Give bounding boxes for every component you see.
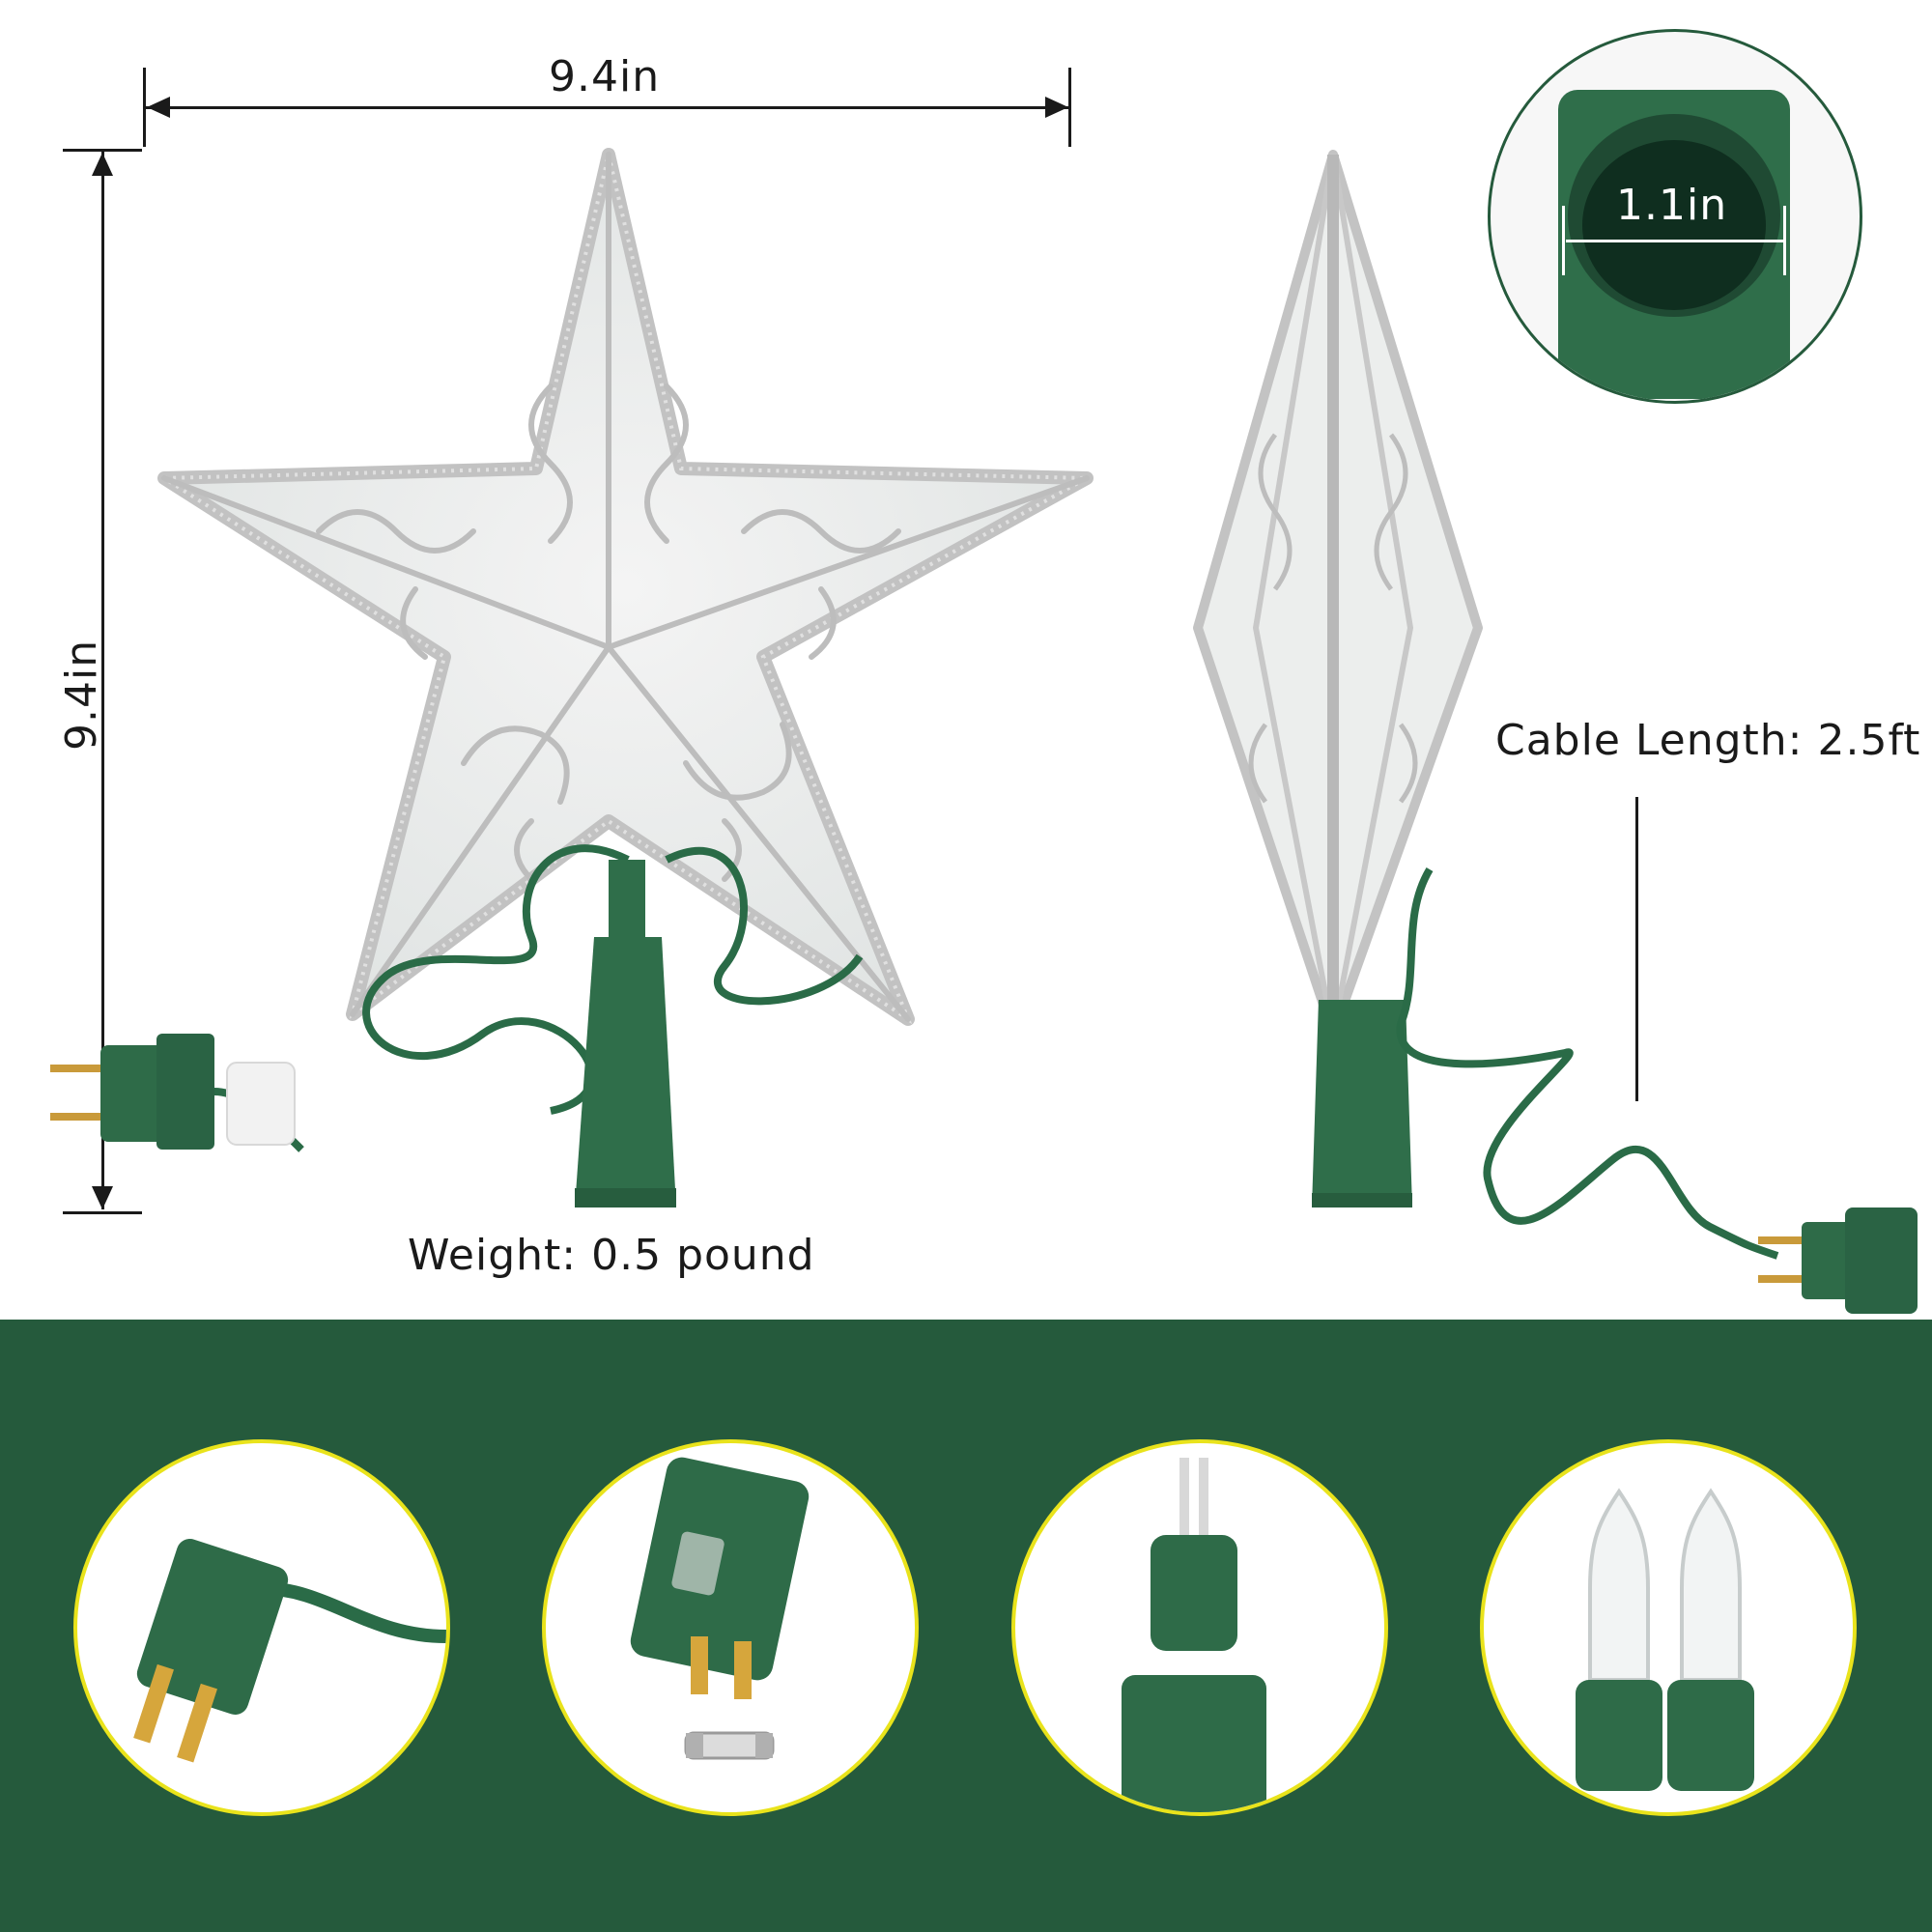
spare-bulbs-detail-circle	[1480, 1439, 1857, 1816]
cable-length-label: Cable Length: 2.5ft	[1495, 716, 1921, 765]
front-base-tube	[565, 860, 700, 1208]
plug-detail-circle	[73, 1439, 450, 1816]
height-arrow-top	[92, 153, 113, 176]
diameter-label: 1.1in	[1616, 181, 1728, 230]
tube-diameter-detail	[1488, 29, 1862, 404]
front-plug	[50, 1034, 243, 1159]
spare-bulbs-icon	[1484, 1443, 1853, 1812]
fuse-plug-detail-circle	[542, 1439, 919, 1816]
height-arrow-bottom	[92, 1186, 113, 1209]
cord-tag	[227, 1063, 304, 1150]
width-tick-right	[1068, 68, 1071, 147]
width-dimension-line	[145, 106, 1070, 109]
width-tick-left	[143, 68, 146, 147]
plug-icon	[77, 1443, 446, 1812]
side-plug	[1758, 1208, 1922, 1314]
height-tick-top	[63, 149, 142, 152]
diameter-tick-right	[1783, 206, 1786, 275]
feature-band	[0, 1320, 1932, 1932]
bulb-socket-detail-circle	[1011, 1439, 1388, 1816]
height-label: 9.4in	[57, 639, 106, 751]
width-arrow-right	[1045, 97, 1068, 118]
fuse-plug-icon	[546, 1443, 915, 1812]
height-tick-bottom	[63, 1211, 142, 1214]
width-arrow-left	[147, 97, 170, 118]
diameter-line	[1566, 240, 1783, 242]
width-label: 9.4in	[549, 52, 661, 101]
bulb-socket-icon	[1015, 1443, 1384, 1812]
diameter-tick-left	[1562, 206, 1565, 275]
weight-label: Weight: 0.5 pound	[408, 1231, 815, 1280]
cable-indicator-line	[1635, 797, 1638, 1101]
